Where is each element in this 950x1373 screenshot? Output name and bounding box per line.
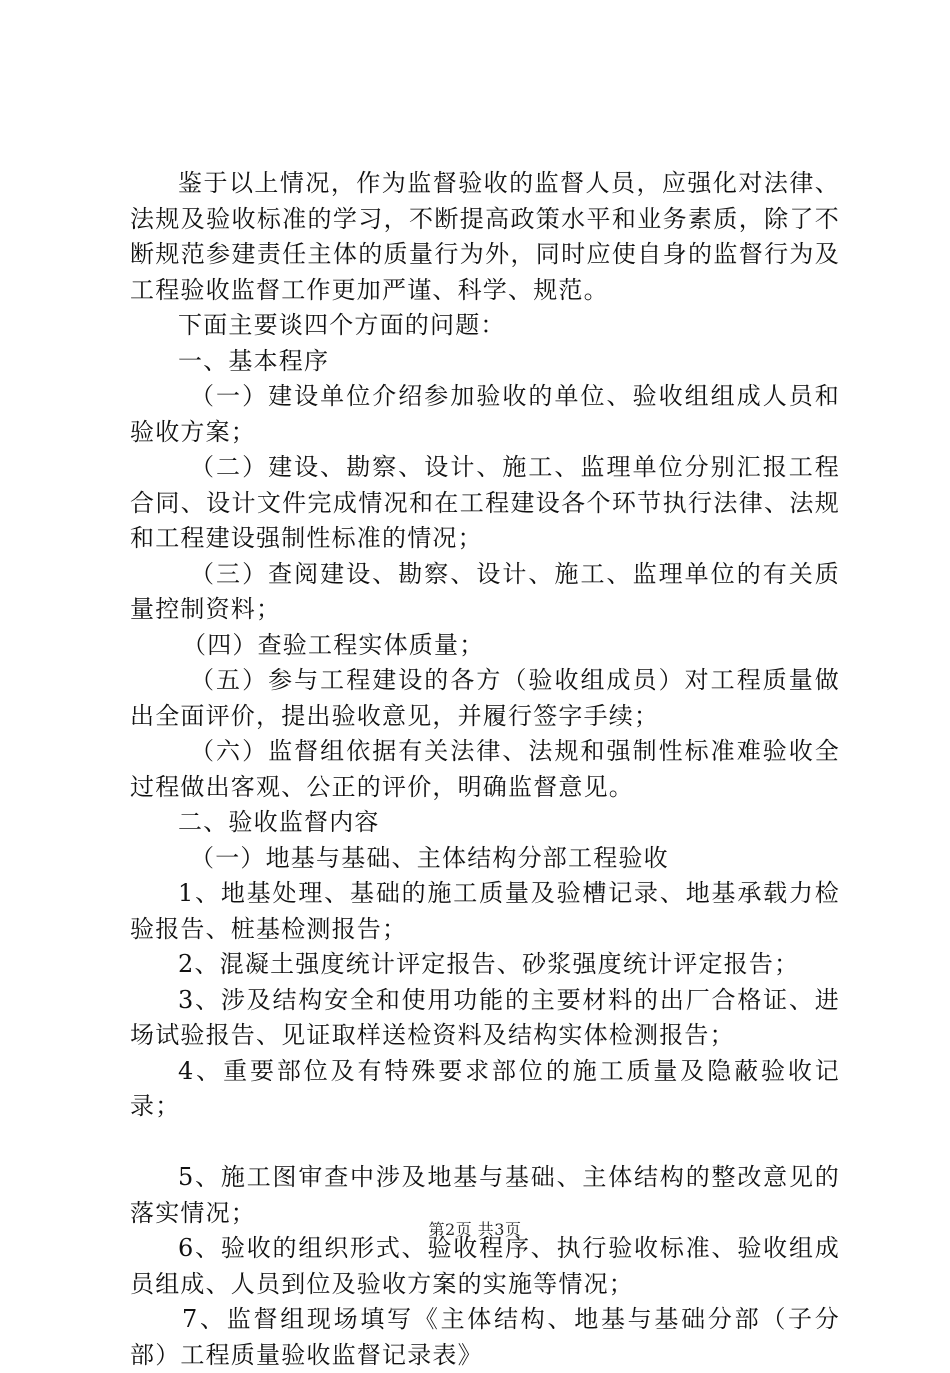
paragraph-intro: 鉴于以上情况，作为监督验收的监督人员，应强化对法律、法规及验收标准的学习，不断提高政策水平和业务素质，除了不断规范参建责任主体的质量行为外，同时应使自身的监督行为及工程验收监督工作更加严谨、科学、规范。 (130, 169, 840, 304)
heading-supervision-content: 二、验收监督内容 (178, 808, 380, 836)
list-item-content-6: 6、验收的组织形式、验收程序、执行验收标准、验收组成员组成、人员到位及验收方案的实施等情况； (130, 1234, 840, 1298)
list-item-procedure-6: （六）监督组依据有关法律、法规和强制性标准难验收全过程做出客观、公正的评价，明确监督意见。 (130, 737, 840, 801)
list-item-content-2: 2、混凝土强度统计评定报告、砂浆强度统计评定报告； (178, 950, 800, 978)
list-item-content-7: 7、监督组现场填写《主体结构、地基与基础分部（子分部）工程质量验收监督记录表》 (130, 1305, 840, 1369)
paragraph-topics: 下面主要谈四个方面的问题： (178, 311, 506, 339)
page-number: 第2页 共3页 (428, 1220, 522, 1239)
list-item-content-3: 3、涉及结构安全和使用功能的主要材料的出厂合格证、进场试验报告、见证取样送检资料及结构实体检测报告； (130, 985, 840, 1049)
list-item-procedure-1: （一）建设单位介绍参加验收的单位、验收组组成人员和验收方案； (130, 382, 840, 446)
list-item-procedure-2: （二）建设、勘察、设计、施工、监理单位分别汇报工程合同、设计文件完成情况和在工程建设各个环节执行法律、法规和工程建设强制性标准的情况； (130, 453, 840, 552)
list-item-procedure-4: （四）查验工程实体质量； (182, 630, 485, 659)
list-item-procedure-5: （五）参与工程建设的各方（验收组成员）对工程质量做出全面评价，提出验收意见，并履行签字手续； (130, 666, 840, 730)
paragraph-spacer (130, 1125, 840, 1161)
document-body (130, 166, 840, 1373)
list-item-content-5: 5、施工图审查中涉及地基与基础、主体结构的整改意见的落实情况； (130, 1163, 840, 1227)
list-item-content-1: 1、地基处理、基础的施工质量及验槽记录、地基承载力检验报告、桩基检测报告； (130, 879, 840, 943)
subheading-foundation-structure: （一）地基与基础、主体结构分部工程验收 (190, 843, 669, 872)
list-item-content-4: 4、重要部位及有特殊要求部位的施工质量及隐蔽验收记录； (130, 1056, 840, 1120)
heading-basic-procedure: 一、基本程序 (178, 346, 330, 375)
list-item-procedure-3: （三）查阅建设、勘察、设计、施工、监理单位的有关质量控制资料； (130, 559, 840, 623)
